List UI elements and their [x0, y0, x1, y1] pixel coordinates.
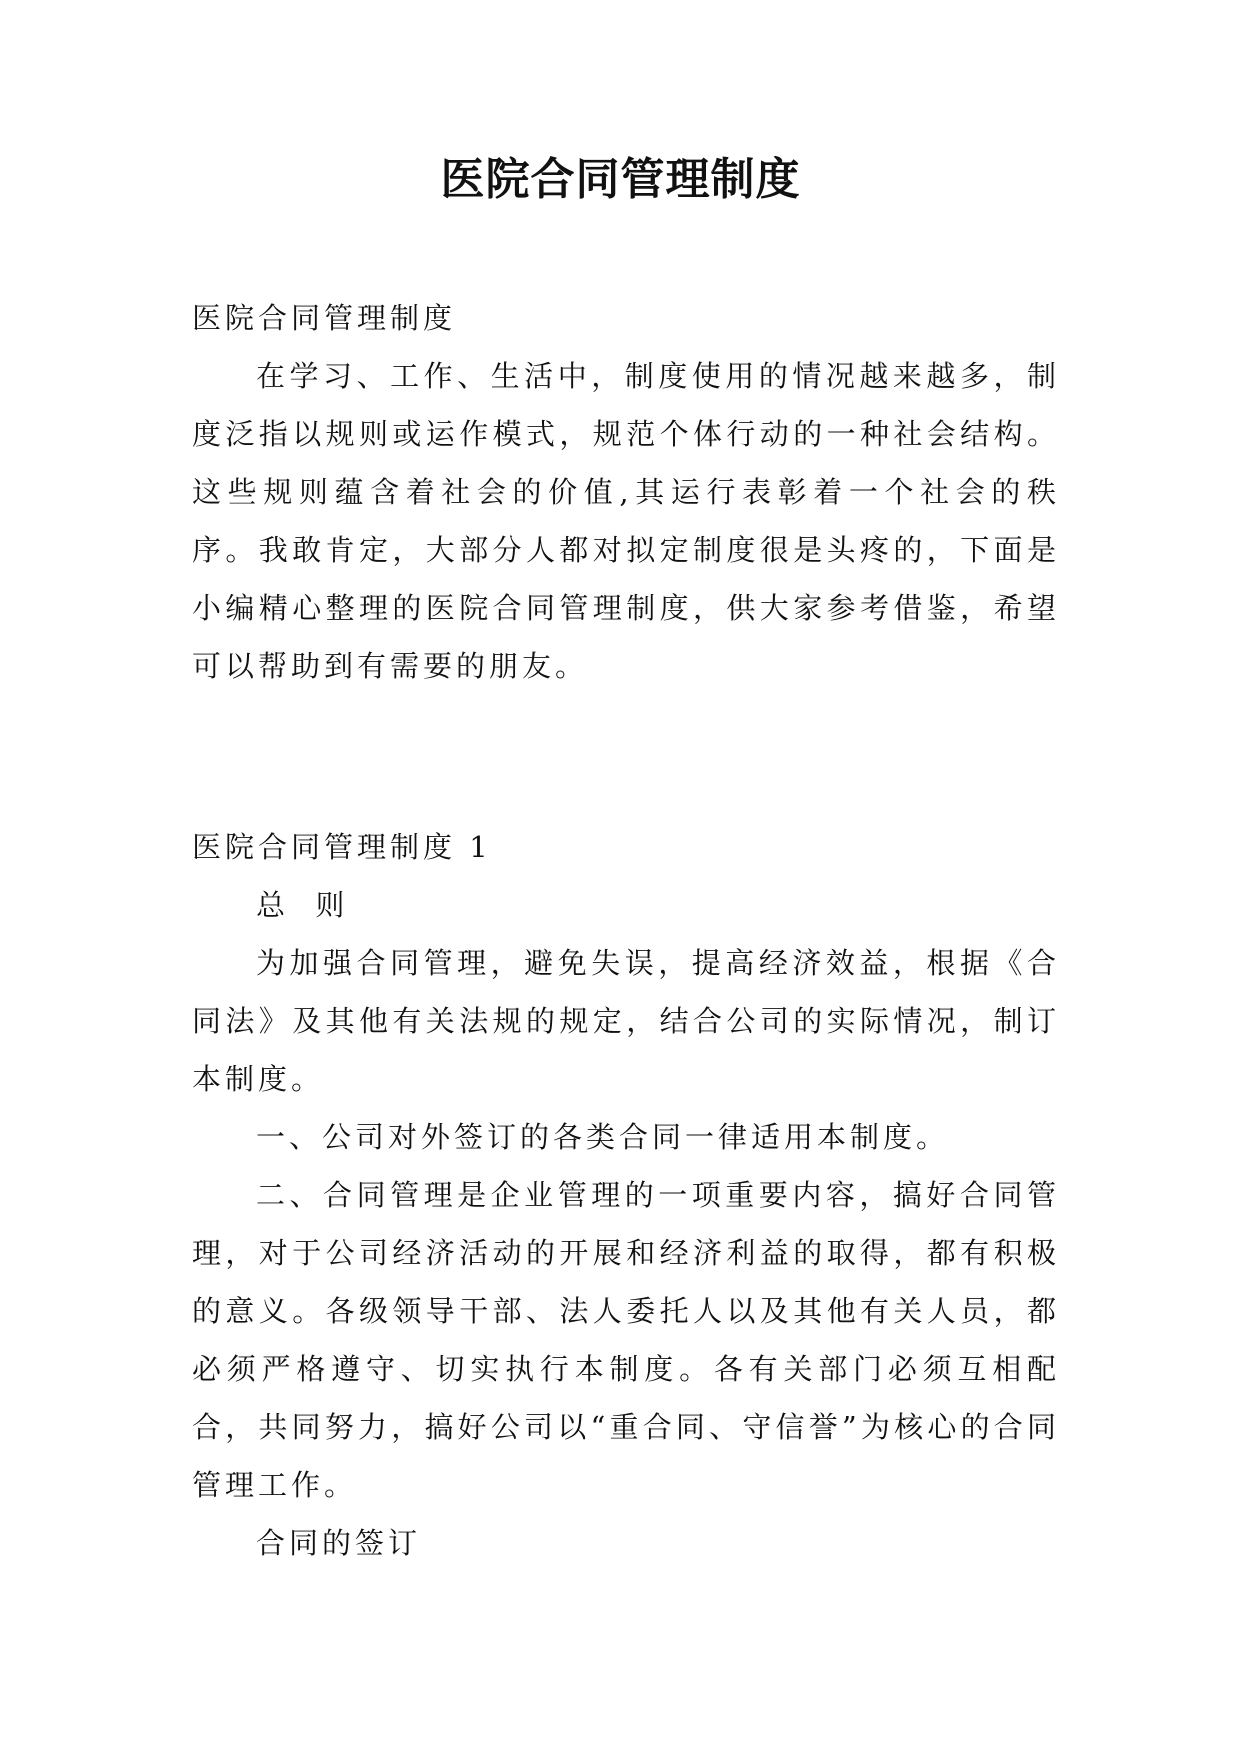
document-title: 医院合同管理制度: [440, 154, 801, 205]
section-1-heading: 医院合同管理制度 1: [192, 830, 492, 864]
section-1-next-heading: 合同的签订: [256, 1526, 422, 1560]
section-1-paragraph: 二、合同管理是企业管理的一项重要内容，搞好合同管理，对于公司经济活动的开展和经济利益的取得，都有积极的意义。各级领导干部、法人委托人以及其他有关人员，都必须严格遵守、切实执行本制度。各有关部门必须互相配合，共同努力，搞好公司以“重合同、守信誉”为核心的合同管理工作。: [192, 1178, 1060, 1502]
intro-paragraph: 在学习、工作、生活中，制度使用的情况越来越多，制度泛指以规则或运作模式，规范个体行动的一种社会结构。这些规则蕴含着社会的价值,其运行表彰着一个社会的秩序。我敢肯定，大部分人都对拟定制度很是头疼的，下面是小编精心整理的医院合同管理制度，供大家参考借鉴，希望可以帮助到有需要的朋友。: [192, 359, 1060, 683]
section-1-paragraph: 一、公司对外签订的各类合同一律适用本制度。: [256, 1120, 950, 1154]
intro-block: [192, 289, 1060, 695]
section-1-subheading: 总 则: [256, 888, 349, 922]
section-1-paragraph: 为加强合同管理，避免失误，提高经济效益，根据《合同法》及其他有关法规的规定，结合公司的实际情况，制订本制度。: [192, 946, 1060, 1096]
intro-heading: 医院合同管理制度: [192, 301, 457, 335]
section-1-block: [192, 818, 1060, 1572]
